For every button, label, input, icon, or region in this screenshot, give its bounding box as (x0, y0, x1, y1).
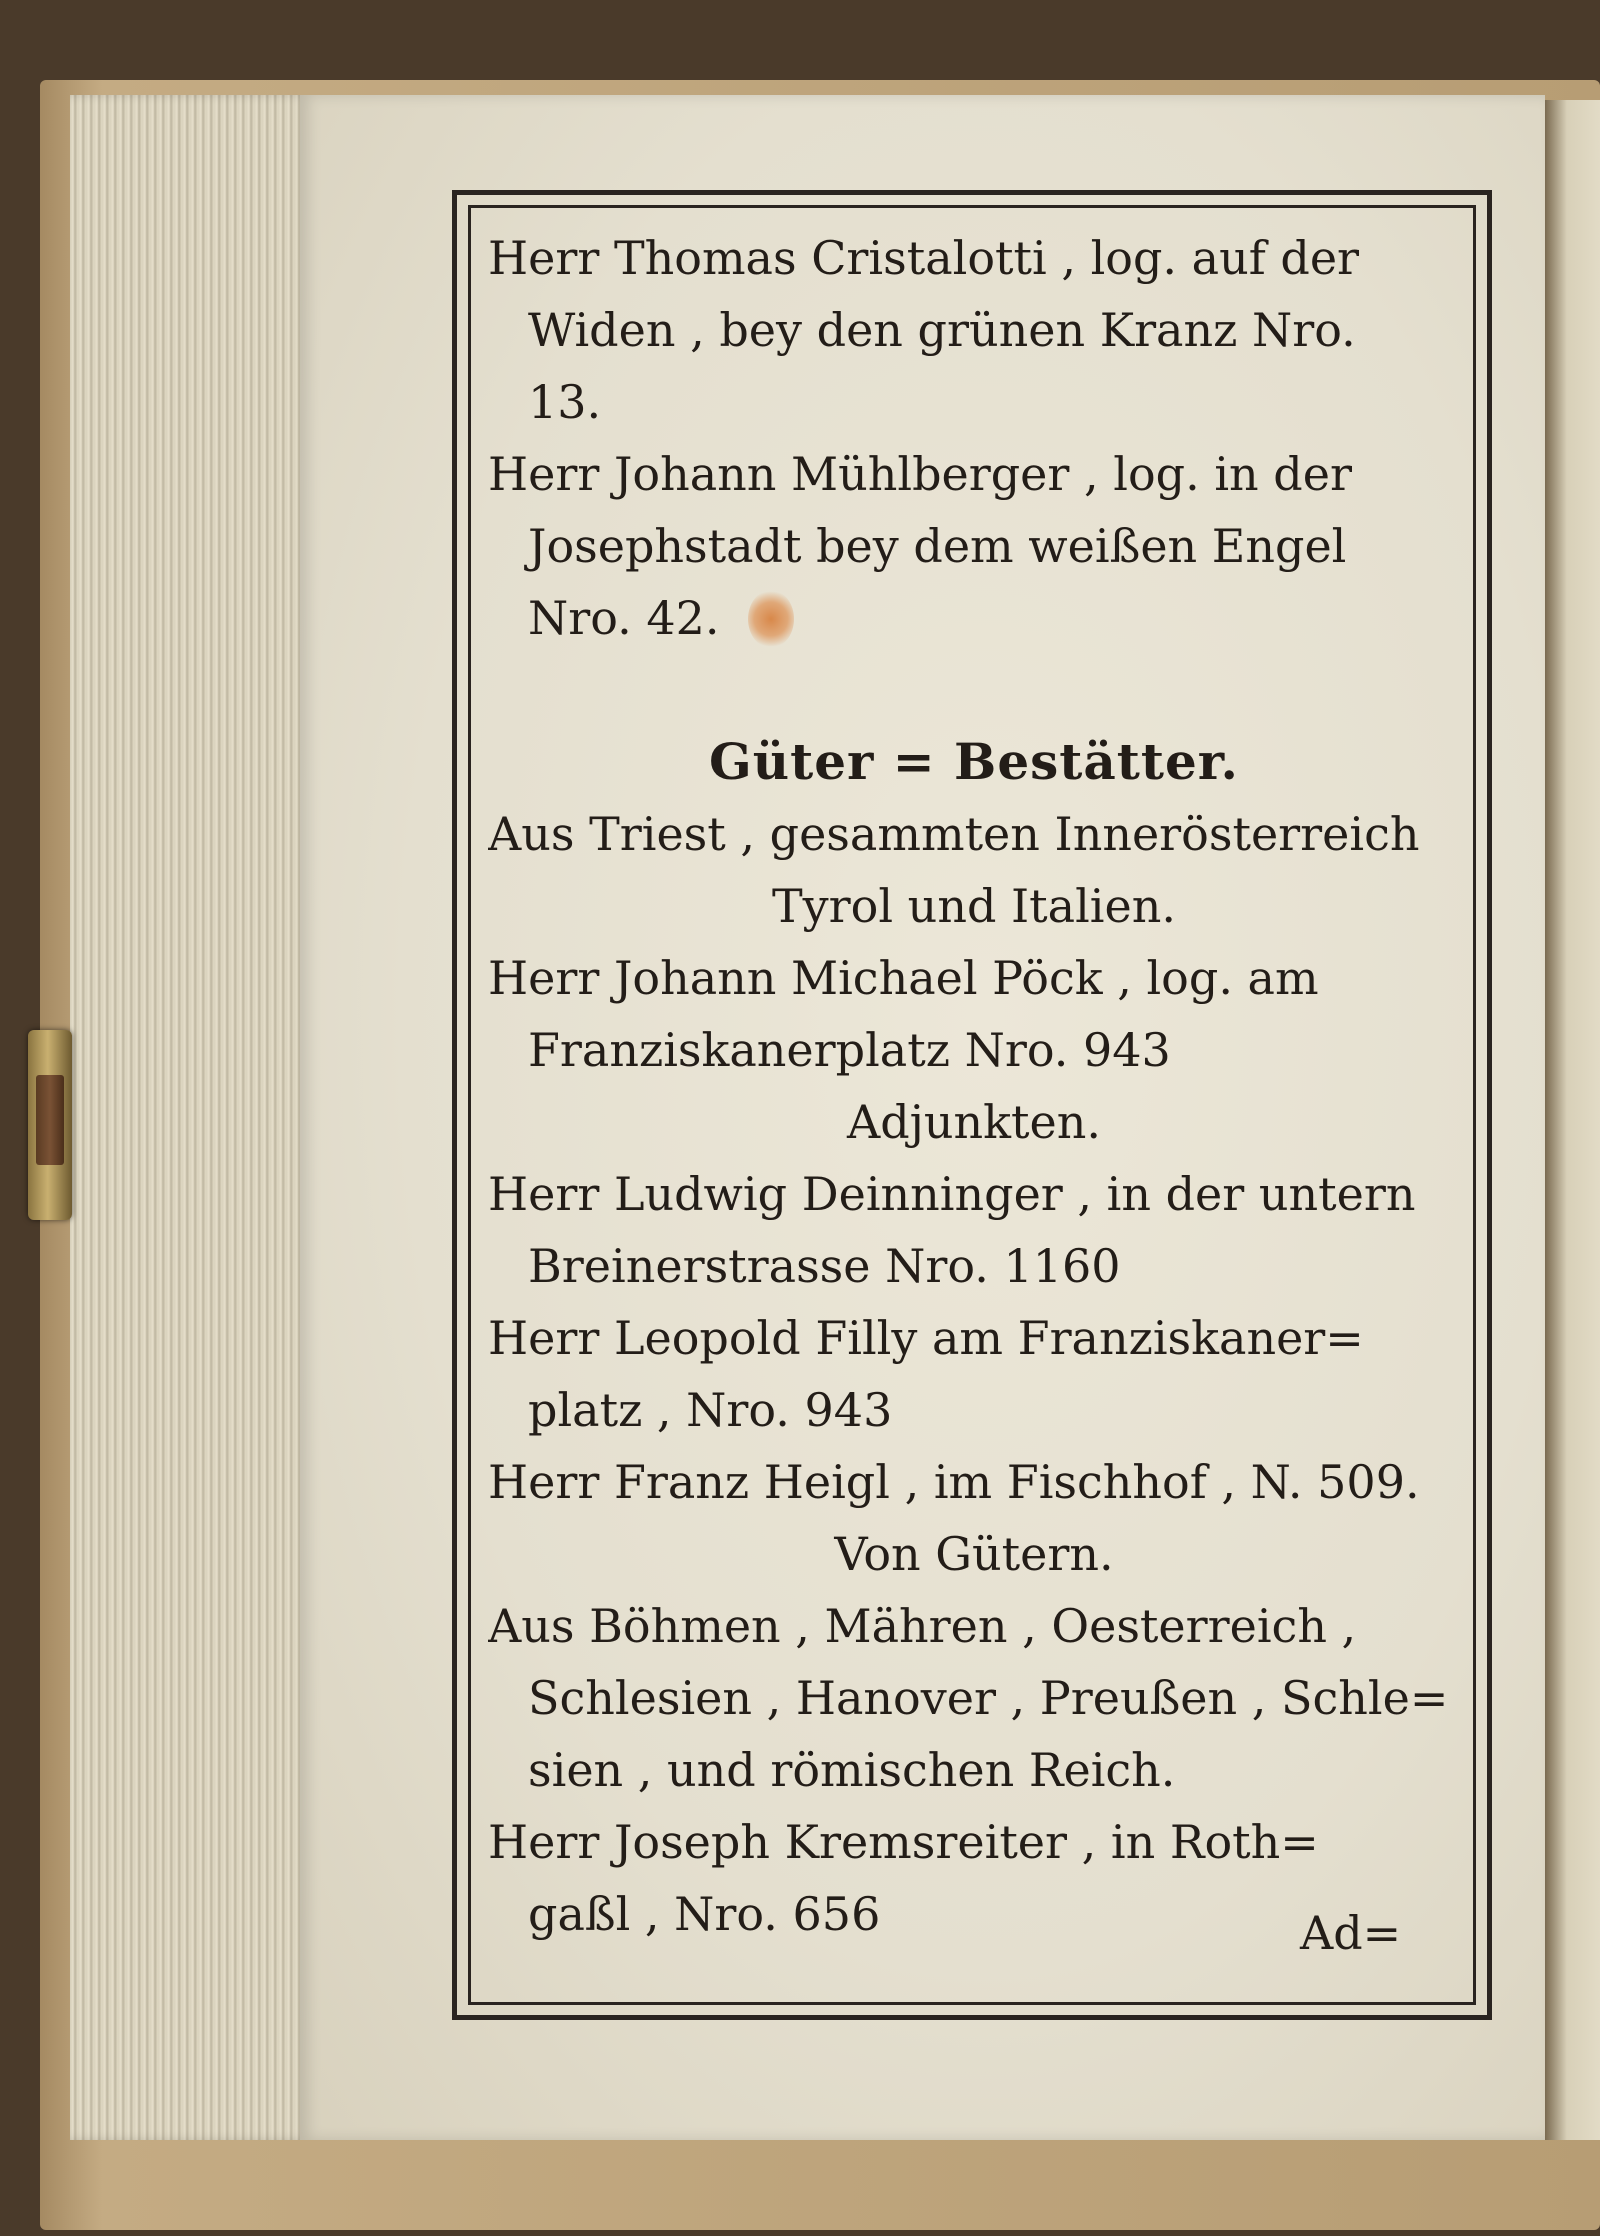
page-text (488, 222, 1460, 1962)
text-line: Von Gütern. (834, 1527, 1114, 1581)
text-line: Herr Johann Michael Pöck , log. am (488, 951, 1319, 1005)
text-line: Tyrol und Italien. (772, 879, 1176, 933)
text-line: Josephstadt bey dem weißen Engel (528, 519, 1347, 573)
text-line: Widen , bey den grünen Kranz Nro. (528, 303, 1356, 357)
text-line: Herr Johann Mühlberger , log. in der (488, 447, 1352, 501)
text-line: Adjunkten. (846, 1095, 1101, 1149)
blank-line (488, 654, 1460, 726)
clasp-pin (36, 1075, 64, 1165)
text-line: Herr Joseph Kremsreiter , in Roth= (488, 1815, 1319, 1869)
text-line: Franziskanerplatz Nro. 943 (528, 1023, 1171, 1077)
text-line: Breinerstrasse Nro. 1160 (528, 1239, 1121, 1293)
text-line: Herr Franz Heigl , im Fischhof , N. 509. (488, 1455, 1420, 1509)
text-line: 13. (528, 375, 602, 429)
text-line: sien , und römischen Reich. (528, 1743, 1176, 1797)
text-line: Herr Ludwig Deinninger , in der untern (488, 1167, 1416, 1221)
text-line: Nro. 42. (528, 591, 720, 645)
facing-page-edge (1545, 100, 1600, 2140)
text-line: Aus Böhmen , Mähren , Oesterreich , (488, 1599, 1357, 1653)
text-line: platz , Nro. 943 (528, 1383, 893, 1437)
page-edges (70, 95, 310, 2140)
text-line: Herr Leopold Filly am Franziskaner= (488, 1311, 1364, 1365)
book-clasp (28, 1030, 72, 1220)
catchword: Ad= (1300, 1906, 1402, 1960)
text-line: gaßl , Nro. 656 (528, 1887, 881, 1941)
text-line: Aus Triest , gesammten Innerösterreich (488, 807, 1420, 861)
text-line: Herr Thomas Cristalotti , log. auf der (488, 231, 1360, 285)
section-heading: Güter = Bestätter. (709, 732, 1239, 791)
text-line: Schlesien , Hanover , Preußen , Schle= (528, 1671, 1449, 1725)
